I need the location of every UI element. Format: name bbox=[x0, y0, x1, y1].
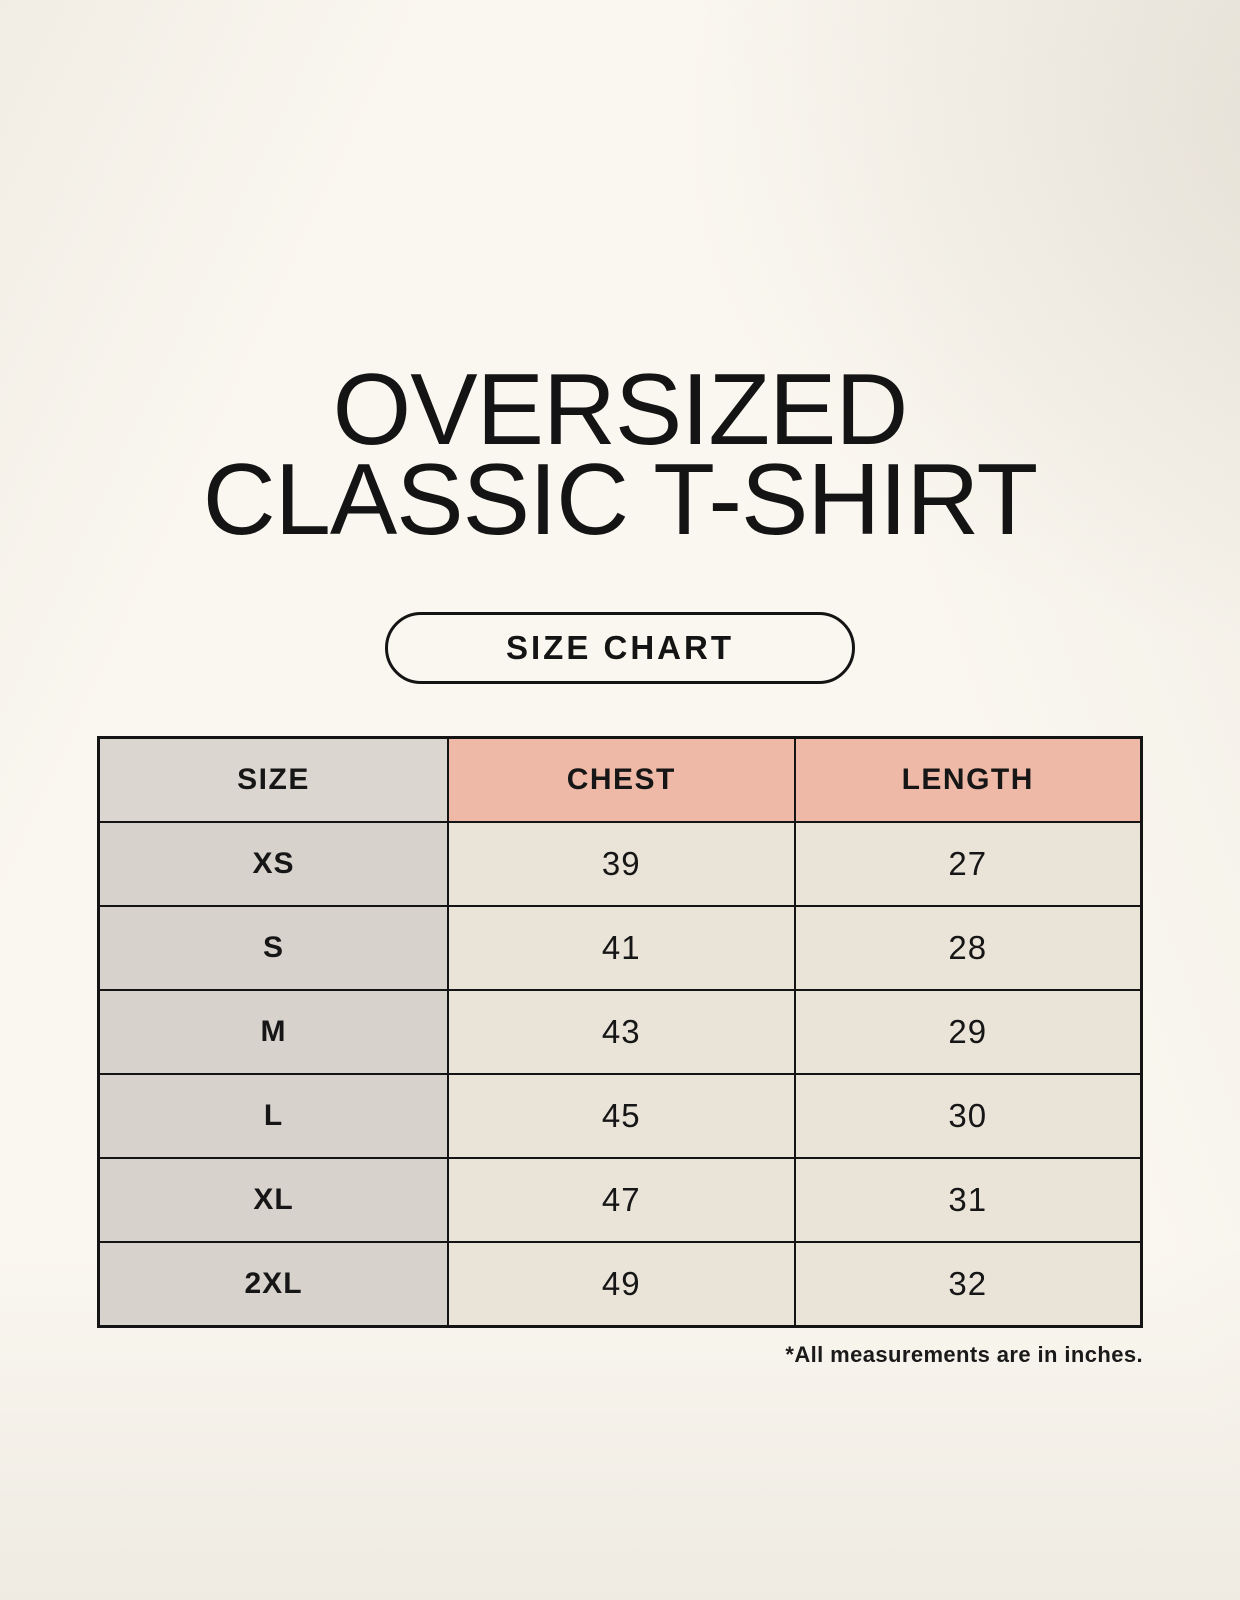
length-value: 29 bbox=[795, 990, 1142, 1074]
table-header-row bbox=[99, 738, 1142, 823]
column-header-length: LENGTH bbox=[795, 738, 1142, 823]
chest-value: 43 bbox=[448, 990, 794, 1074]
table-row-xl bbox=[99, 1158, 1142, 1242]
length-value: 32 bbox=[795, 1242, 1142, 1327]
page-title bbox=[0, 353, 1240, 556]
size-chart-button[interactable]: SIZE CHART bbox=[385, 612, 855, 684]
table-row-m bbox=[99, 990, 1142, 1074]
table-row-s bbox=[99, 906, 1142, 990]
column-header-chest: CHEST bbox=[448, 738, 794, 823]
size-label: XS bbox=[99, 822, 449, 906]
table-row-xs bbox=[99, 822, 1142, 906]
size-label: XL bbox=[99, 1158, 449, 1242]
table-row-2xl bbox=[99, 1242, 1142, 1327]
length-value: 28 bbox=[795, 906, 1142, 990]
chest-value: 45 bbox=[448, 1074, 794, 1158]
size-chart-table bbox=[97, 736, 1143, 1328]
size-label: S bbox=[99, 906, 449, 990]
length-value: 30 bbox=[795, 1074, 1142, 1158]
badge-row bbox=[0, 612, 1240, 684]
page-title-line1: OVERSIZED bbox=[332, 353, 908, 466]
chest-value: 41 bbox=[448, 906, 794, 990]
size-label: L bbox=[99, 1074, 449, 1158]
length-value: 27 bbox=[795, 822, 1142, 906]
page-title-line2: CLASSIC T-SHIRT bbox=[202, 443, 1038, 556]
length-value: 31 bbox=[795, 1158, 1142, 1242]
column-header-size: SIZE bbox=[99, 738, 449, 823]
chest-value: 47 bbox=[448, 1158, 794, 1242]
size-label: M bbox=[99, 990, 449, 1074]
chest-value: 49 bbox=[448, 1242, 794, 1327]
measurements-footnote: *All measurements are in inches. bbox=[785, 1342, 1143, 1368]
chest-value: 39 bbox=[448, 822, 794, 906]
size-label: 2XL bbox=[99, 1242, 449, 1327]
table-row-l bbox=[99, 1074, 1142, 1158]
